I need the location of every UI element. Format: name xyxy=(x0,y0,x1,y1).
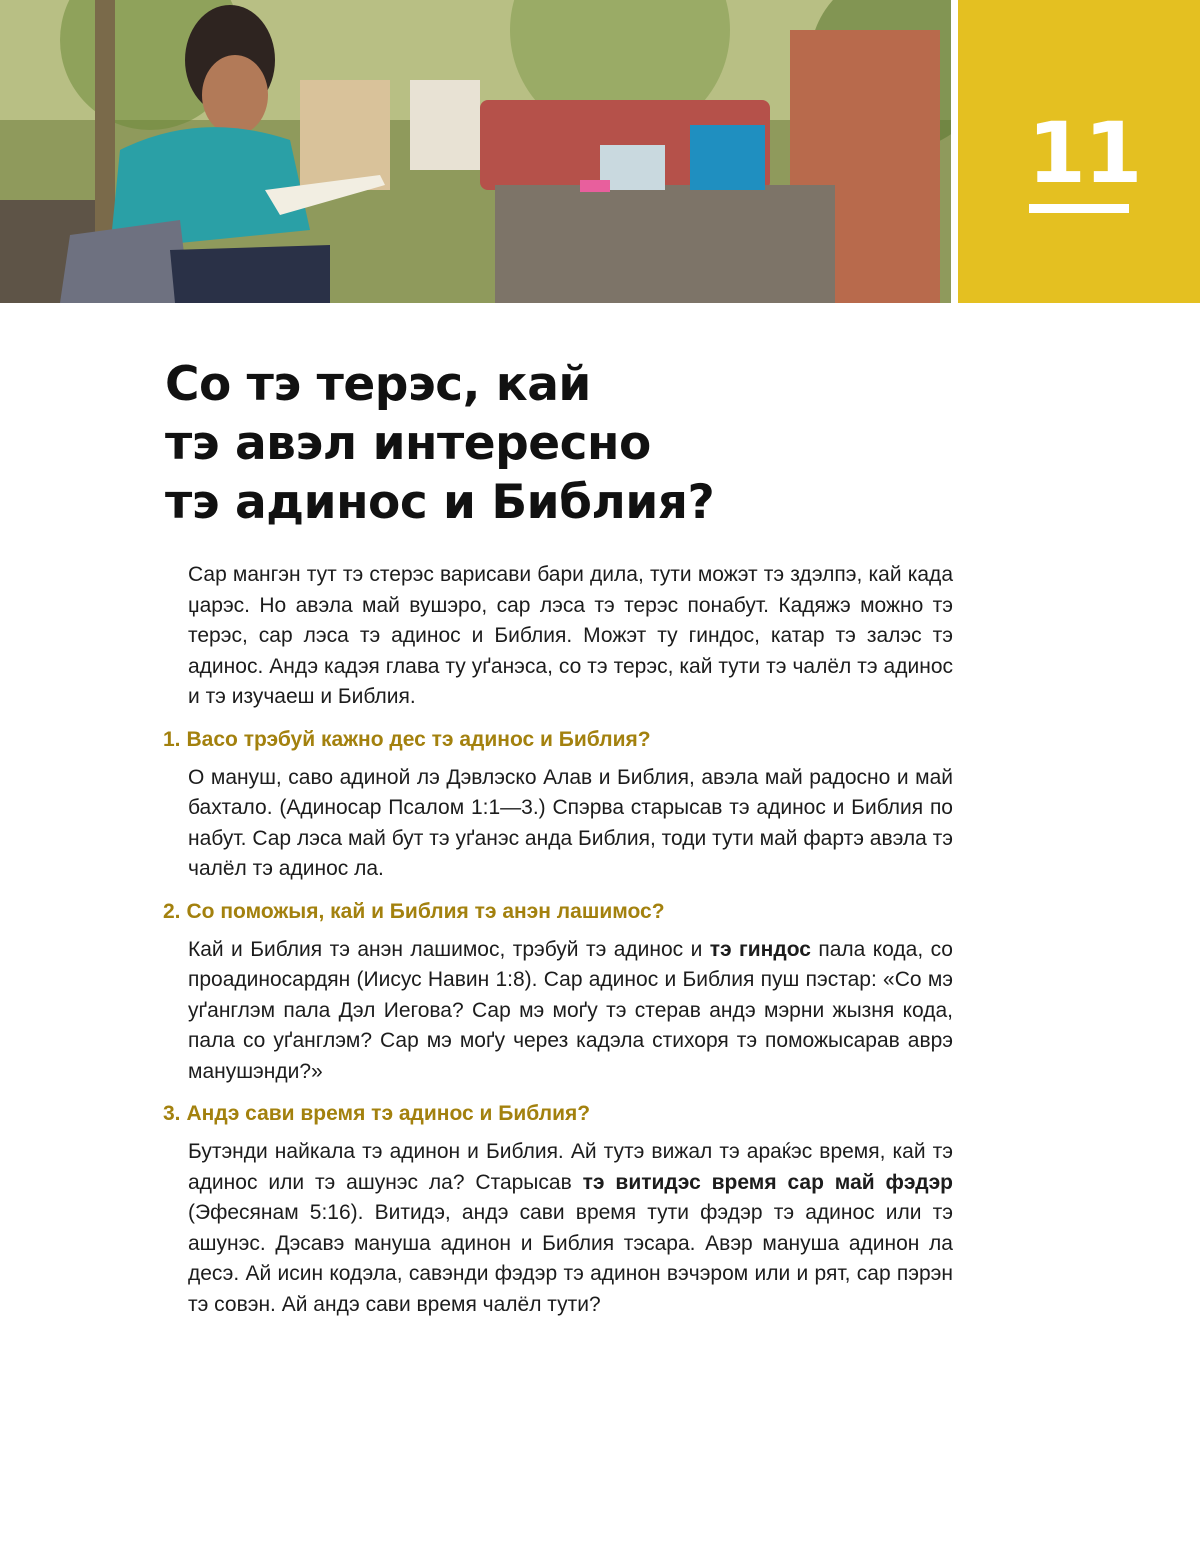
title-line: Со тэ терэс, кай xyxy=(165,357,591,412)
hero-photo xyxy=(0,0,951,303)
question-heading-1 xyxy=(163,725,953,755)
chapter-underline xyxy=(1029,204,1129,213)
answer-text: Кай и Библия тэ анэн лашимос, трэбуй тэ адинос и xyxy=(188,937,710,961)
answer-emphasis: тэ витидэс время сар май фэдэр xyxy=(582,1170,953,1194)
answer-emphasis: тэ гиндос xyxy=(709,937,811,961)
question-number: 2. xyxy=(163,899,181,923)
chapter-badge xyxy=(958,0,1200,303)
article-body xyxy=(163,560,953,1320)
question-text: Со поможыя, кай и Библия тэ анэн лашимос? xyxy=(186,899,665,923)
answer-text: О мануш, саво адиной лэ Дэвлэско Алав и Библия, авэла май радосно и май бахтало. (Адиносар Псалом 1:1—3.) Спэрва старысав тэ адинос и Библия по набут. Сар лэса май бут тэ уґанэс анда Библия, тоди тути май фартэ авэла тэ чалёл тэ адинос ла. xyxy=(188,765,953,880)
hero-illustration xyxy=(0,0,951,303)
answer-text: пала кода, со проадиносардян (Иисус Навин 1:8). Сар адинос и Библия пуш пэстар: «Со мэ уґанглэм пала Дэл Иегова? Сар мэ моґу тэ стерав андэ мэрни жызня кода, пала со уґанглэм? Сар мэ моґу через кадэла стихоря тэ поможысарав аврэ манушэнди?» xyxy=(188,937,953,1083)
question-text: Андэ сави время тэ адинос и Библия? xyxy=(186,1102,591,1125)
question-number: 1. xyxy=(163,727,181,751)
page-title xyxy=(165,355,925,532)
question-heading-3 xyxy=(163,1099,953,1129)
question-number: 3. xyxy=(163,1102,181,1125)
title-line: тэ авэл интересно xyxy=(165,416,651,471)
question-text: Васо трэбуй кажно дес тэ адинос и Библия? xyxy=(186,727,651,751)
chapter-number: 11 xyxy=(1027,104,1141,202)
answer-paragraph-2 xyxy=(188,935,953,1088)
title-line: тэ адинос и Библия? xyxy=(165,475,715,530)
intro-paragraph: Сар мангэн тут тэ стерэс варисави бари дила, тути можэт тэ здэлпэ, кай када џарэс. Но авэла май вушэро, сар лэса тэ терэс понабут. Кадяжэ можно тэ терэс, сар лэса тэ адинос и Библия. Можэт ту гиндос, катар тэ залэс тэ адинос. Андэ кадэя глава ту уґанэса, со тэ терэс, кай тути тэ чалёл тэ адинос и тэ изучаеш и Библия. xyxy=(188,563,953,708)
answer-paragraph-1 xyxy=(188,763,953,885)
answer-paragraph-3 xyxy=(188,1137,953,1320)
answer-text: (Эфесянам 5:16). Витидэ, андэ сави время тути фэдэр тэ адинос или тэ ашунэс. Дэсавэ мануша адинон и Библия тэсара. Авэр мануша адинон ла десэ. Ай исин кодэла, савэнди фэдэр тэ адинон вэчэром или и рят, сар пэрэн тэ совэн. Ай андэ сави время чалёл тути? xyxy=(188,1201,953,1316)
answer-text: Бутэнди найкала тэ адинон и Библия. Ай тутэ вижал тэ араќэс время, кай тэ адинос или тэ ашунэс ла? Старысав xyxy=(188,1140,953,1194)
question-heading-2 xyxy=(163,897,953,927)
